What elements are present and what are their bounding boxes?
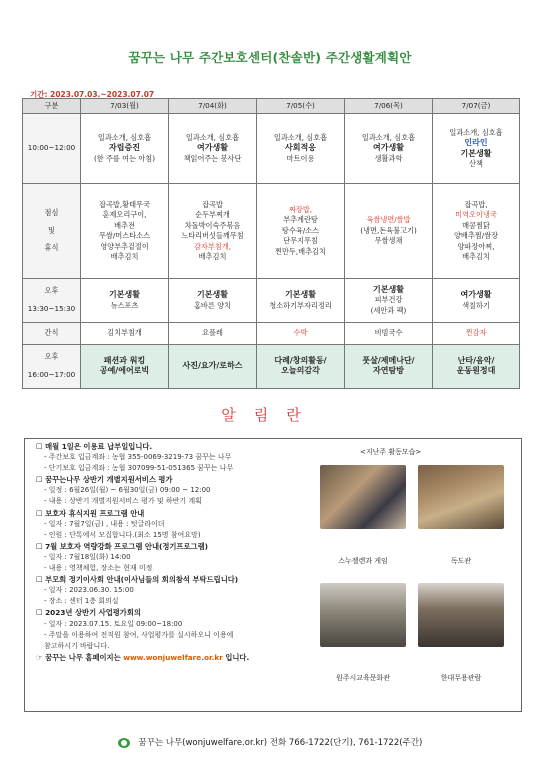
late-cell-tue: 사진/요가/로하스 (169, 345, 257, 389)
header-day-fri: 7/07(금) (433, 99, 520, 114)
notice-item-3: ☐ 보호자 휴식지원 프로그램 안내 (36, 508, 145, 518)
notice-detail: - 주간보호 입금계좌 : 농협 355-0069-3219-73 꿈꾸는 나무 (44, 453, 232, 462)
row-label-afternoon: 오후 13:30~15:30 (23, 279, 81, 323)
header-day-wed: 7/05(수) (257, 99, 345, 114)
notice-detail: - 내용 : 영책체험, 장소는 현재 미정 (44, 564, 153, 573)
activity-photo-dance (418, 583, 504, 647)
afternoon-cell-thu: 기본생활 피부건강 (세안과 팩) (345, 279, 433, 323)
row-label-late-afternoon: 오후 16:00~17:00 (23, 345, 81, 389)
header-day-mon: 7/03(월) (81, 99, 169, 114)
caption-dokdo: 독도관 (450, 557, 472, 565)
afternoon-cell-fri: 여가생활 색칠하기 (433, 279, 520, 323)
late-cell-thu: 풋살/제메나단/ 자연탐방 (345, 345, 433, 389)
notice-detail: - 일정 : 6월26일(월) ~ 6월30일(금) 09:00 ~ 12:00 (44, 486, 211, 495)
homepage-link[interactable]: www.wonjuwelfare.or.kr (123, 652, 223, 662)
notice-detail: - 일자 : 7월18일(화) 14:00 (44, 552, 131, 561)
page-title: 꿈꾸는 나무 주간보호센터(찬솔반) 주간생활계획안 (128, 50, 412, 65)
caption-dance: 한대무용관람 (440, 674, 482, 682)
notice-list (36, 441, 326, 663)
row-label-morning: 10:00~12:00 (23, 114, 81, 184)
lunch-cell-fri: 잡곡밥, 미역오이냉국 매콤찜닭 양배추찜/쌈장 양파장아찌, 배추김치 (433, 184, 520, 279)
morning-cell-mon: 일과소개, 심호흡 자립증진 (한 주를 여는 아침) (81, 114, 169, 184)
lunch-cell-wed: 짜장밥, 부추계란탕 탕수육/소스 단무지무침 찐만두,배추김치 (257, 184, 345, 279)
notice-detail: - 내용 : 상반기 개별지원서비스 평가 및 하반기 계획 (44, 497, 202, 506)
snack-cell-fri: 찐감자 (433, 323, 520, 345)
homepage-suffix: 입니다. (225, 652, 250, 662)
activity-photo-culture-center (320, 583, 406, 647)
footer-text: 꿈꾸는 나무(wonjuwelfare.or.kr) 전화 766-1722(단기), 761-1722(주간) (138, 738, 423, 748)
row-label-snack: 간식 (23, 323, 81, 345)
notice-item-1: ☐ 매월 1일은 이용료 납부일입니다. (36, 442, 153, 451)
snack-cell-tue: 요플레 (169, 323, 257, 345)
notice-detail: - 장소 : 센터 1층 회의실 (44, 597, 119, 606)
activity-photo-snoezelen (320, 465, 406, 529)
notice-item-6: ☐ 2023년 상반기 사업평가회의 (36, 608, 141, 618)
late-cell-wed: 다례/창의활동/ 오늘의감각 (257, 345, 345, 389)
notice-detail: - 일자 : 2023.06.30. 15:00 (44, 586, 134, 595)
notice-detail: - 주말을 이용하여 전직원 참여, 사업평가를 실시하오니 이용에 (44, 630, 234, 639)
footer (0, 736, 540, 748)
weekly-schedule-table (22, 98, 520, 389)
notice-detail: 참고하시기 바랍니다. (44, 641, 110, 650)
homepage-prefix: ☞ 꿈꾸는 나무 홈페이지는 (36, 652, 121, 662)
homepage-line (36, 652, 326, 663)
notice-detail: - 인원 : 단톡에서 모집합니다.(최소 15명 참여요망) (44, 530, 201, 539)
notice-detail: - 일자 : 2023.07.15. 토요일 09:00~18:00 (44, 619, 183, 628)
header-day-tue: 7/04(화) (169, 99, 257, 114)
notice-title: 알림란 (221, 406, 319, 424)
notice-item-2: ☐ 꿈꾸는나무 상반기 개별지원서비스 평가 (36, 475, 173, 485)
morning-cell-fri: 일과소개, 심호흡 인라인 기본생활 산책 (433, 114, 520, 184)
row-label-lunch: 점심 및 휴식 (23, 184, 81, 279)
morning-cell-wed: 일과소개, 심호흡 사회적응 마트이용 (257, 114, 345, 184)
header-category: 구분 (23, 99, 81, 114)
afternoon-cell-tue: 기본생활 홈바른 양치 (169, 279, 257, 323)
morning-cell-thu: 일과소개, 심호흡 여가생활 생활과학 (345, 114, 433, 184)
photos-heading: <지난주 활동모습> (360, 448, 422, 456)
snack-cell-wed: 수박 (257, 323, 345, 345)
caption-snoezelen: 스누젤렌과 게임 (338, 557, 388, 565)
late-cell-fri: 난타/음악/ 운동원정대 (433, 345, 520, 389)
caption-culture-center: 원주시교육문화관 (335, 674, 391, 682)
header-day-thu: 7/06(목) (345, 99, 433, 114)
tree-logo-icon (118, 738, 130, 748)
lunch-cell-tue: 잡곡밥 순두부찌개 차돌박이숙주볶음 느타리버섯들깨무침 감자부침개, 배추김치 (169, 184, 257, 279)
notice-detail: - 일자 : 7월7일(금) , 내용 : 텃글라이더 (44, 519, 165, 528)
lunch-cell-mon: 잡곡밥,황태무국 훈제오리구이, 배추전 무쌈/머스타소스 영양부추겉절이 배추김치 (81, 184, 169, 279)
notice-detail: - 단기보호 입금계좌 : 농협 307099-51-051365 꿈꾸는 나무 (44, 464, 234, 473)
snack-cell-thu: 비빔국수 (345, 323, 433, 345)
notice-item-5: ☐ 부모회 정기이사회 안내(이사님들의 회의참석 부탁드립니다) (36, 575, 239, 585)
afternoon-cell-mon: 기본생활 뉴스포츠 (81, 279, 169, 323)
activity-photo-dokdo (418, 465, 504, 529)
morning-cell-tue: 일과소개, 심호흡 여가생활 책읽어주는 봉사단 (169, 114, 257, 184)
late-cell-mon: 패션과 워킹 공예/에어로빅 (81, 345, 169, 389)
notice-item-4: ☐ 7월 보호자 역량강화 프로그램 안내(정기프로그램) (36, 541, 208, 551)
lunch-cell-thu: 육쌈냉면/쌀밥 (냉면,돈육불고기) 무쌈생채 (345, 184, 433, 279)
afternoon-cell-wed: 기본생활 청소하기부자리정리 (257, 279, 345, 323)
plan-period: 기간: 2023.07.03.~2023.07.07 (30, 90, 155, 99)
snack-cell-mon: 김치부침개 (81, 323, 169, 345)
